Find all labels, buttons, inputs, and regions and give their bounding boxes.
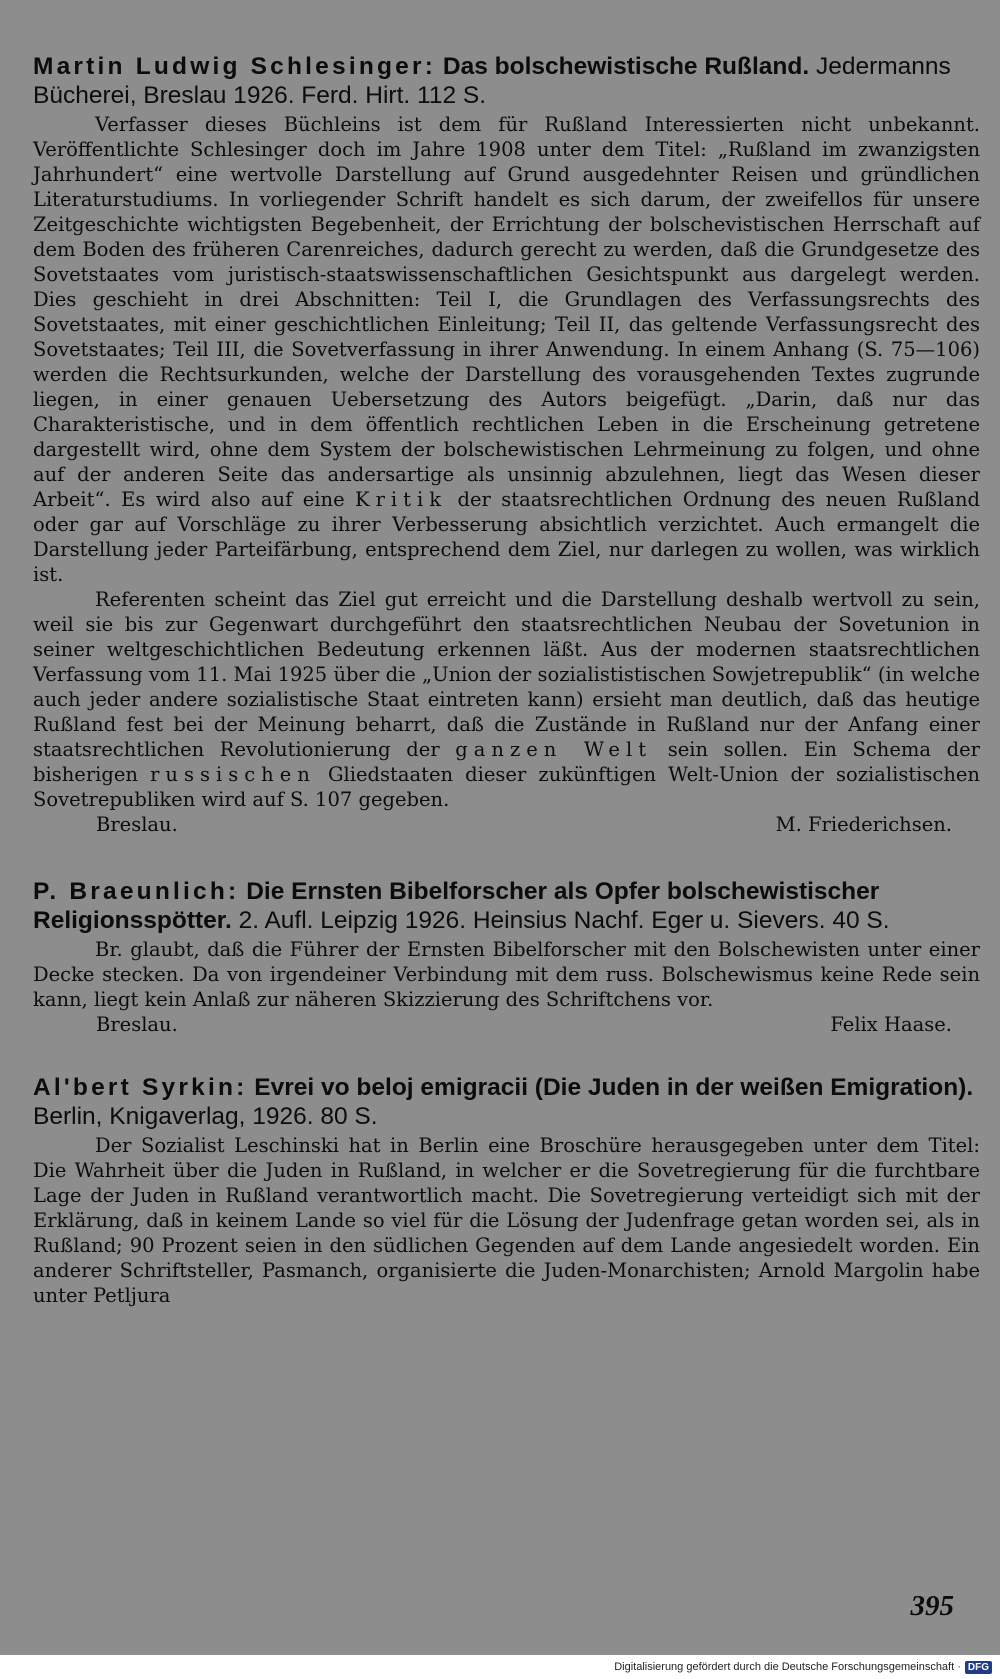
review-heading (33, 877, 980, 935)
review-signature (33, 812, 980, 837)
reviewer-name: M. Friederichsen. (775, 813, 952, 836)
review-place: Breslau. (96, 1013, 178, 1036)
review-paragraph (33, 937, 980, 1012)
review-publication: Jedermanns Bücherei, Breslau 1926. Ferd. Hirt. 112 S. (33, 53, 951, 109)
paragraph-text: Verfasser dieses Büchleins ist dem für Rußland Interessierten nicht unbekannt. Veröffentlichte Schlesinger doch im Jahre 1908 unter dem Titel: „Rußland im zwanzigsten Jahrhundert“ eine wertvolle Darstellung auf Grund ausgedehnter Reisen und gründlichen Literaturstudiums. In vorliegender Schrift handelt es sich darum, der zweifellos für unsere Zeitgeschichte wichtigsten Begebenheit, der Errichtung der bolschevistischen Herrschaft auf dem Boden des früheren Carenreiches, dadurch gerecht zu werden, daß die Grundgesetze des Sovetstaates vom juristisch-staatswissenschaftlichen Gesichtspunkt aus dargelegt werden. Dies geschieht in drei Abschnitten: Teil I, die Grundlagen des Verfassungsrechts des Sovetstaates, mit einer geschichtlichen Einleitung; Teil II, das geltende Verfassungsrecht des Sovetstaates; Teil III, die Sovetverfassung in ihrer Anwendung. In einem Anhang (S. 75—106) werden die Rechtsurkunden, welche der Darstellung des vorausgehenden Textes zugrunde liegen, in einer genauen Uebersetzung des Autors beigefügt. „Darin, daß nur das Charakteristische, und in dem öffentlich rechtlichen Leben in die Erscheinung getretene dargestellt wird, ohne dem System der bolschewistischen Lehrmeinung zu folgen, und ohne auf der anderen Seite das andersartige als unsinnig abzulehnen, liegt das Wesen dieser Arbeit“. Es wird also auf eine (33, 113, 980, 511)
review-publication: Berlin, Knigaverlag, 1926. 80 S. (33, 1103, 378, 1130)
review-paragraph (33, 112, 980, 587)
review-braeunlich (33, 877, 980, 1037)
review-publication: 2. Aufl. Leipzig 1926. Heinsius Nachf. Eger u. Sievers. 40 S. (238, 907, 890, 934)
paragraph-text: Br. glaubt, daß die Führer der Ernsten Bibelforscher mit den Bolschewisten unter einer Decke stecken. Da von irgendeiner Verbindung mit dem russ. Bolschewismus keine Rede sein kann, liegt kein Anlaß zur näheren Skizzierung des Schriftchens vor. (33, 938, 980, 1011)
reviewer-name: Felix Haase. (830, 1013, 952, 1036)
review-schlesinger (33, 52, 980, 837)
review-title: Das bolschewistische Rußland. (442, 53, 810, 80)
review-author: Martin Ludwig Schlesinger: (33, 53, 437, 80)
review-title: Evrei vo beloj emigracii (Die Juden in der weißen Emigration). (254, 1074, 974, 1101)
emphasized-text: russischen (150, 763, 316, 786)
review-author: Al'bert Syrkin: (33, 1074, 248, 1101)
paragraph-text: der staatsrechtlichen Ordnung des neuen Rußland oder gar auf Vorschläge zu ihrer Verbesserung absichtlich verzichtet. Auch ermangelt die Darstellung jeder Parteifärbung, entsprechend dem Ziel, nur darlegen zu wollen, was wirklich ist. (33, 488, 980, 586)
review-signature (33, 1012, 980, 1037)
paragraph-text: Referenten scheint das Ziel gut erreicht und die Darstellung deshalb wertvoll zu sein, weil sie bis zur Gegenwart durchgeführt den staatsrechtlichen Neubau der Sovetunion in seiner weltgeschichtlichen Bedeutung erkennen läßt. Aus der modernen staatsrechtlichen Verfassung vom 11. Mai 1925 über die „Union der sozialististischen Sowjetrepublik“ (in welche auch jeder andere sozialistische Staat eintreten kann) ersieht man deutlich, daß das heutige Rußland fest bei der Meinung beharrt, daß die Zustände in Rußland nur der Anfang einer staatsrechtlichen Revolutionierung der (33, 588, 980, 761)
review-paragraph (33, 1133, 980, 1308)
digitization-footer (0, 1655, 1000, 1679)
footer-credit: Digitalisierung gefördert durch die Deutsche Forschungsgemeinschaft · (614, 1661, 961, 1673)
review-place: Breslau. (96, 813, 178, 836)
review-heading (33, 52, 980, 110)
review-title: Die Ernsten Bibelforscher als Opfer bolschewistischer Religionsspötter. (33, 878, 880, 934)
review-paragraph (33, 587, 980, 812)
spacer (33, 1037, 980, 1073)
review-heading (33, 1073, 980, 1131)
page-number: 395 (910, 1590, 954, 1622)
review-syrkin (33, 1073, 980, 1308)
emphasized-text: Kritik (355, 488, 448, 511)
paragraph-text: sein sollen. Ein Schema der bisherigen (33, 738, 980, 786)
paragraph-text: Gliedstaaten dieser zukünftigen Welt-Union der sozialistischen Sovetrepubliken wird auf S. 107 gegeben. (33, 763, 980, 811)
dfg-logo-icon: DFG (965, 1661, 992, 1674)
emphasized-text: ganzen Welt (455, 738, 653, 761)
paragraph-text: Der Sozialist Leschinski hat in Berlin eine Broschüre herausgegeben unter dem Titel: Die Wahrheit über die Juden in Rußland, in welcher er die Sovetregierung für die furchtbare Lage der Juden in Rußland verantwortlich macht. Die Sovetregierung verteidigt sich mit der Erklärung, daß in keinem Lande so viel für die Lösung der Judenfrage getan worden sei, als in Rußland; 90 Prozent seien in den südlichen Gegenden auf dem Lande angesiedelt worden. Ein anderer Schriftsteller, Pasmanch, organisierte die Juden-Monarchisten; Arnold Margolin habe unter Petljura (33, 1134, 980, 1307)
review-author: P. Braeunlich: (33, 878, 240, 905)
spacer (33, 837, 980, 877)
